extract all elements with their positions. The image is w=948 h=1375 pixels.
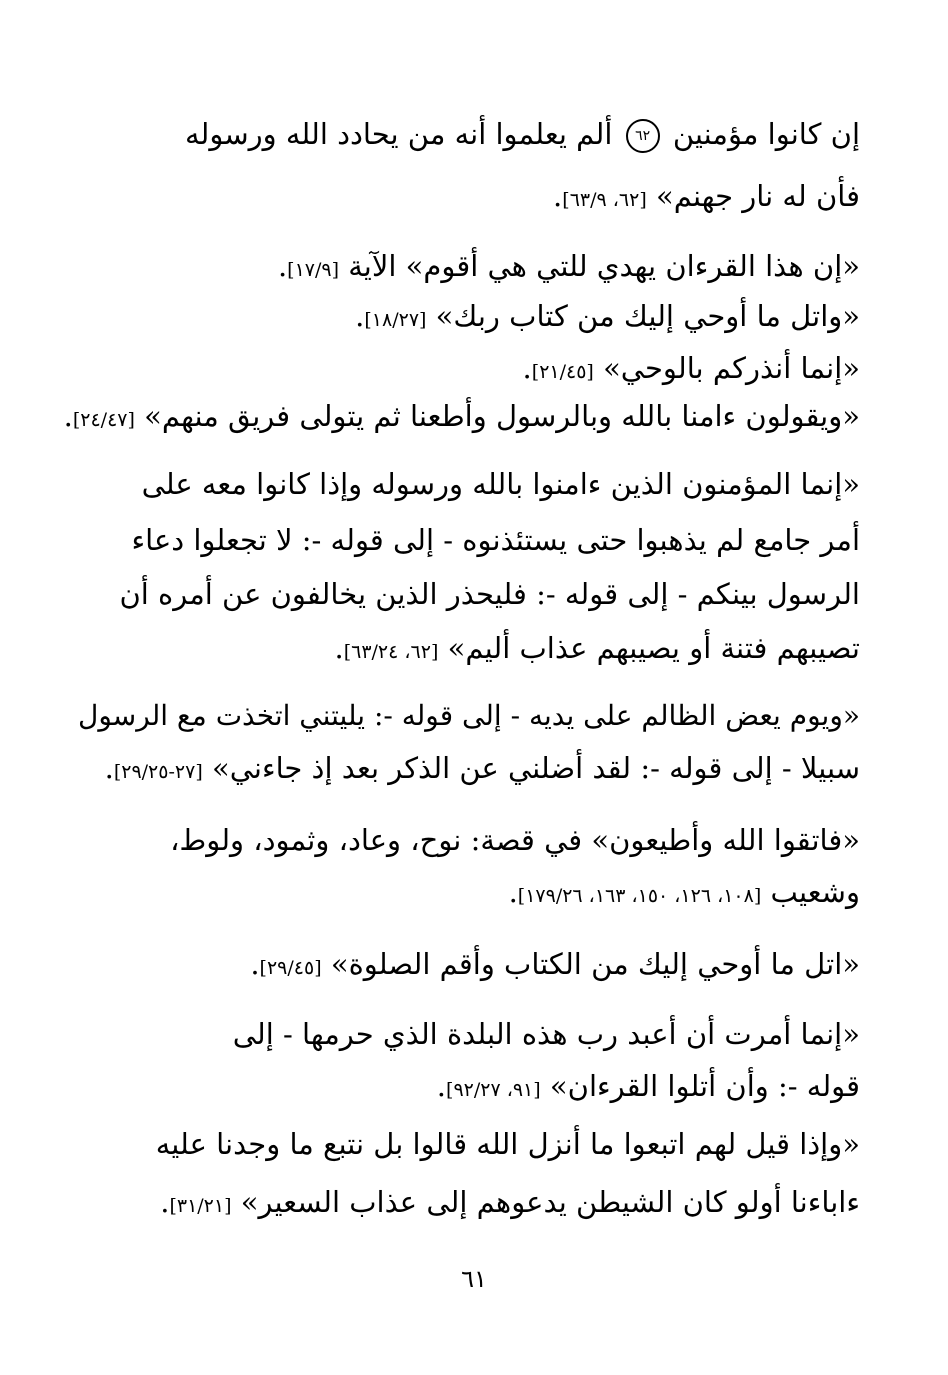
line-5-reference: [٢١/٤٥] — [531, 361, 594, 383]
line-17-text: قوله -: وأن أتلوا القرءان» — [549, 1069, 860, 1103]
line-16-text: «إنما أمرت أن أعبد رب هذه البلدة الذي حرمها - إلى — [232, 1017, 860, 1051]
ayah-number-mark: ٦٢ — [626, 119, 660, 153]
line-11-text: «ويوم يعض الظالم على يديه - إلى قوله -: يليتني اتخذت مع الرسول — [77, 699, 860, 732]
line-19-end: . — [160, 1185, 170, 1219]
line-4-text: «واتل ما أوحي إليك من كتاب ربك» — [435, 299, 860, 333]
line-7-text: «إنما المؤمنون الذين ءامنوا بالله ورسوله وإذا كانوا معه على — [141, 467, 860, 501]
line-12-reference: [٢٧-٢٩/٢٥] — [113, 761, 203, 783]
text-line-3 — [278, 246, 860, 286]
text-line-8 — [131, 520, 860, 560]
text-line-17 — [437, 1066, 860, 1106]
page-number: ٦١ — [461, 1265, 487, 1293]
line-17-reference: [٩١، ٩٢/٢٧] — [446, 1079, 541, 1101]
text-line-1 — [185, 114, 860, 154]
line-15-text: «اتل ما أوحي إليك من الكتاب وأقم الصلوة» — [330, 947, 860, 981]
line-2-end: . — [553, 179, 563, 213]
line-12-end: . — [104, 751, 114, 785]
text-line-5 — [523, 348, 860, 388]
line-1-part-c: ألم يعلموا أنه من يحادد الله ورسوله — [184, 117, 613, 151]
line-6-reference: [٢٤/٤٧] — [72, 409, 135, 431]
line-10-text: تصيبهم فتنة أو يصيبهم عذاب أليم» — [447, 631, 860, 665]
text-line-10 — [334, 628, 860, 668]
line-13-text: «فاتقوا الله وأطيعون» في قصة: نوح، وعاد، وثمود، ولوط، — [170, 823, 860, 857]
text-line-16 — [233, 1014, 860, 1054]
line-5-text: «إنما أنذركم بالوحي» — [603, 351, 860, 385]
text-line-19 — [160, 1182, 860, 1222]
text-line-18 — [156, 1124, 860, 1164]
line-18-text: «وإذا قيل لهم اتبعوا ما أنزل الله قالوا بل نتبع ما وجدنا عليه — [155, 1127, 860, 1161]
line-4-reference: [١٨/٢٧] — [364, 309, 427, 331]
line-6-text: «ويقولون ءامنا بالله وبالرسول وأطعنا ثم يتولى فريق منهم» — [144, 399, 860, 433]
text-line-4 — [355, 296, 860, 336]
text-line-11 — [78, 696, 860, 736]
line-17-end: . — [436, 1069, 447, 1103]
text-line-12 — [105, 748, 860, 788]
line-1-part-a: إن كانوا مؤمنين — [672, 117, 860, 151]
line-8-text: أمر جامع لم يذهبوا حتى يستئذنوه - إلى قوله -: لا تجعلوا دعاء — [131, 523, 860, 557]
line-14-reference: [١٠٨، ١٢٦، ١٥٠، ١٦٣، ١٧٩/٢٦] — [517, 885, 762, 907]
line-14-end: . — [508, 875, 518, 909]
text-line-14 — [509, 872, 860, 912]
line-3-end: . — [277, 249, 288, 283]
line-19-reference: [٣١/٢١] — [169, 1195, 232, 1217]
line-10-reference: [٦٢، ٦٣/٢٤] — [343, 641, 439, 663]
line-4-end: . — [355, 299, 365, 333]
line-2-text: فأن له نار جهنم» — [655, 179, 860, 213]
line-3-text: «إن هذا القرءان يهدي للتي هي أقوم» الآية — [348, 249, 860, 283]
line-12-text: سبيلا - إلى قوله -: لقد أضلني عن الذكر بعد إذ جاءني» — [211, 751, 860, 785]
line-2-reference: [٦٢، ٦٣/٩] — [562, 189, 647, 211]
line-15-end: . — [250, 947, 260, 981]
line-6-end: . — [63, 399, 73, 433]
text-line-9 — [119, 574, 860, 614]
line-5-end: . — [522, 351, 532, 385]
line-9-text: الرسول بينكم - إلى قوله -: فليحذر الذين يخالفون عن أمره أن — [119, 577, 860, 611]
text-line-13 — [170, 820, 860, 860]
text-line-6 — [64, 396, 860, 436]
line-14-text: وشعيب — [770, 875, 860, 909]
line-3-reference: [١٧/٩] — [287, 259, 340, 281]
text-line-2 — [553, 176, 860, 216]
line-19-text: ءاباءنا أولو كان الشيطن يدعوهم إلى عذاب السعير» — [240, 1185, 860, 1219]
line-15-reference: [٢٩/٤٥] — [259, 957, 322, 979]
text-line-7 — [142, 464, 860, 504]
text-line-15 — [250, 944, 860, 984]
line-10-end: . — [334, 631, 344, 665]
